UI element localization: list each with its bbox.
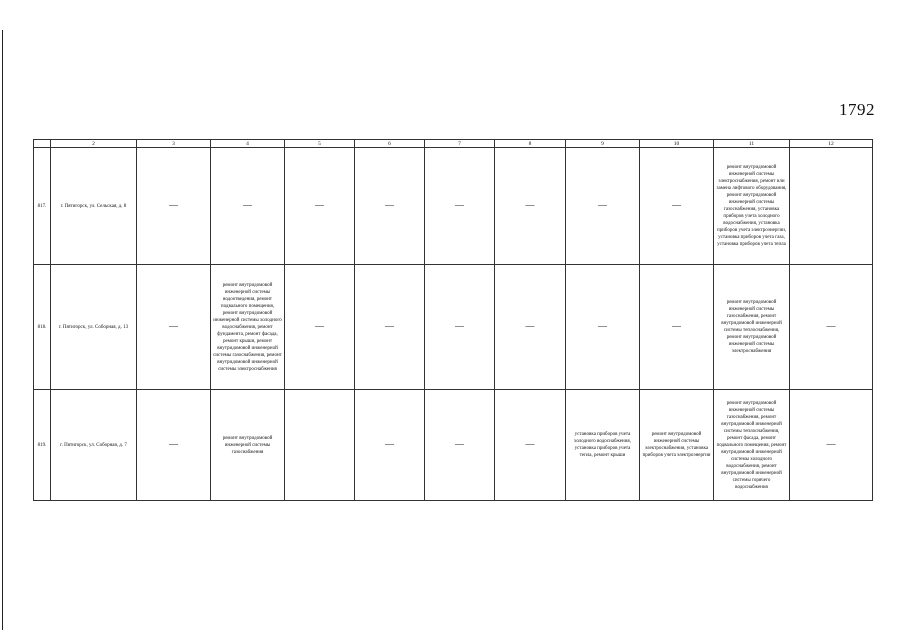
column-header: 10 <box>640 140 714 148</box>
table-cell-text: ремонт внутридомовой инженерной системы электроснабжения, установка приборов учета электроэнергии <box>640 390 714 501</box>
table-cell <box>566 265 640 390</box>
table-cell <box>495 390 566 501</box>
table-cell-text: установка приборов учета холодного водоснабжения, установка приборов учета тепла, ремонт крыши <box>566 390 640 501</box>
table-cell-value: — <box>525 439 535 449</box>
table-cell-value: — <box>826 439 836 449</box>
table-cell-text: ремонт внутридомовой инженерной системы газоснабжения, ремонт внутридомовой инженерной системы теплоснабжения, ремонт фасада, ремонт подвального помещения, ремонт внутридомовой инженерной системы холодного водоснабжения, ремонт внутридомовой инженерной системы горячего водоснабжения <box>714 390 790 501</box>
table-cell <box>640 265 714 390</box>
table-cell <box>285 390 355 501</box>
table-cell <box>285 265 355 390</box>
table-cell <box>495 265 566 390</box>
table-cell <box>425 390 495 501</box>
table-cell <box>355 265 425 390</box>
table-cell <box>566 148 640 265</box>
table-cell-value: — <box>672 200 681 210</box>
table-cell-value: — <box>826 321 836 331</box>
table-cell-value: — <box>455 200 464 210</box>
column-header: 11 <box>714 140 790 148</box>
table-cell <box>355 390 425 501</box>
column-header: 12 <box>790 140 873 148</box>
table-cell <box>137 148 211 265</box>
table-cell <box>495 148 566 265</box>
works-table <box>33 139 873 501</box>
table-header-row <box>34 140 873 148</box>
column-header: 2 <box>51 140 137 148</box>
table-cell <box>137 265 211 390</box>
table-cell-value: — <box>243 200 252 210</box>
table-cell <box>425 148 495 265</box>
table-cell-text: ремонт внутридомовой инженерной системы электроснабжения, ремонт или замена лифтового оборудования, ремонт внутридомовой инженерной системы газоснабжения, установка приборов учета холодного водоснабжения, установка приборов учета электроэнергии, установка приборов учета газа, установка приборов учета тепла <box>714 148 790 265</box>
table-cell <box>790 148 873 265</box>
table-cell-value: — <box>385 321 394 331</box>
row-number: 819. <box>34 390 51 501</box>
column-header: 8 <box>495 140 566 148</box>
table-cell-value: — <box>315 200 324 210</box>
column-header: 9 <box>566 140 640 148</box>
scan-edge-line <box>2 30 3 630</box>
column-header: 4 <box>211 140 285 148</box>
table-cell-value: — <box>525 200 535 210</box>
table-cell-value: — <box>525 321 535 331</box>
column-header: 6 <box>355 140 425 148</box>
table-row <box>34 265 873 390</box>
table-cell-text: ремонт внутридомовой инженерной системы газоснабжения <box>211 390 285 501</box>
table-cell-value: — <box>598 200 607 210</box>
table-cell <box>790 265 873 390</box>
table-cell <box>790 390 873 501</box>
table-cell-value: — <box>672 321 681 331</box>
table-cell-value: — <box>169 321 178 331</box>
table-cell-text: ремонт внутридомовой инженерной системы водоотведения, ремонт подвального помещения, ремонт внутридомовой инженерной системы холодного водоснабжения, ремонт фундамента, ремонт фасада, ремонт крыши, ремонт внутридомовой инженерной системы газоснабжения, ремонт внутридомовой инженерной системы электроснабжения <box>211 265 285 390</box>
column-header: 3 <box>137 140 211 148</box>
table-cell <box>425 265 495 390</box>
row-number: 818. <box>34 265 51 390</box>
column-header <box>34 140 51 148</box>
table-cell-value: — <box>315 321 324 331</box>
table-cell-value: — <box>598 321 607 331</box>
row-address: г. Пятигорск, ул. Соборная, д. 7 <box>51 390 137 501</box>
table-cell-value: — <box>169 200 178 210</box>
table-cell-value: — <box>455 439 464 449</box>
table-cell <box>640 148 714 265</box>
table-cell-value: — <box>385 439 394 449</box>
table-row <box>34 390 873 501</box>
table-cell <box>211 148 285 265</box>
column-header: 7 <box>425 140 495 148</box>
row-number: 817. <box>34 148 51 265</box>
column-header: 5 <box>285 140 355 148</box>
page-number: 1792 <box>839 100 875 119</box>
table-cell-value: — <box>169 439 178 449</box>
table-cell-text: ремонт внутридомовой инженерной системы газоснабжения, ремонт внутридомовой инженерной системы теплоснабжения, ремонт внутридомовой инженерной системы электроснабжения <box>714 265 790 390</box>
table-cell <box>355 148 425 265</box>
row-address: г. Пятигорск, ул. Соборная, д. 13 <box>51 265 137 390</box>
table-cell <box>137 390 211 501</box>
table-cell-value: — <box>385 200 394 210</box>
table-row <box>34 148 873 265</box>
row-address: г. Пятигорск, ул. Сельская, д. 8 <box>51 148 137 265</box>
table-cell <box>285 148 355 265</box>
table-cell-value: — <box>455 321 464 331</box>
